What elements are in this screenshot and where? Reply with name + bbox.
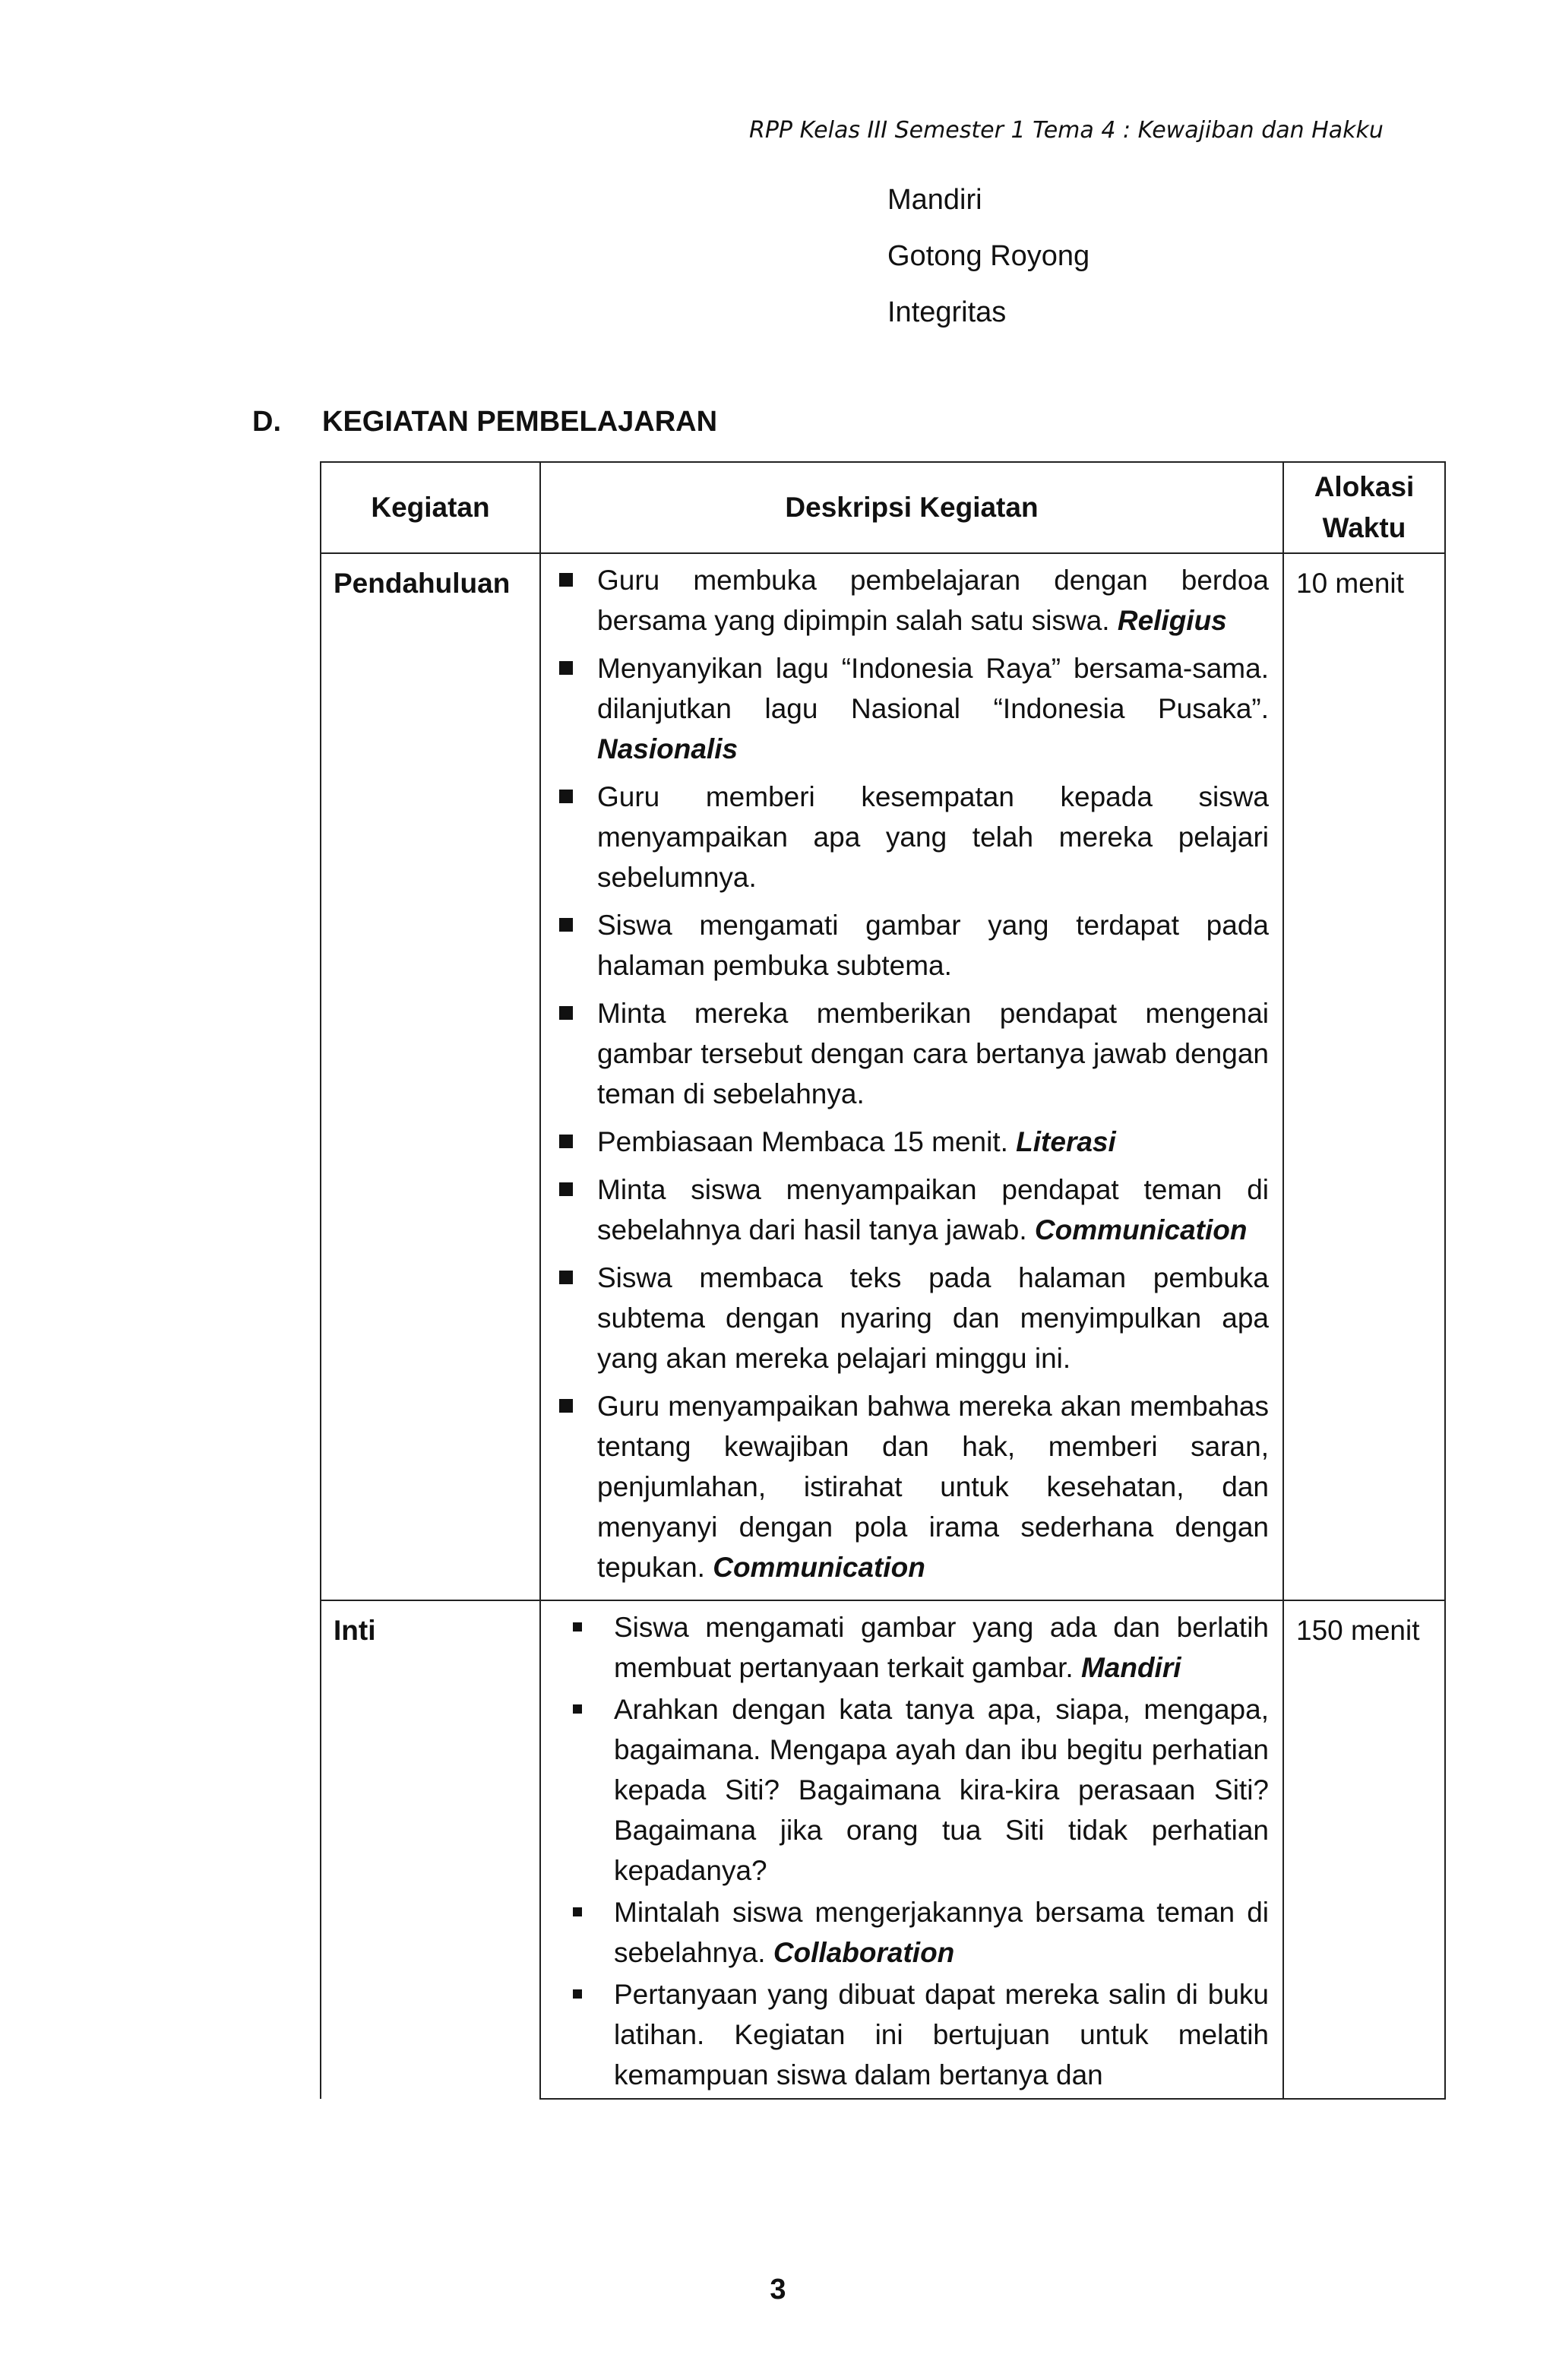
value-item: Mandiri <box>887 184 982 216</box>
activity-text: Minta siswa menyampaikan pendapat teman di sebelahnya dari hasil tanya jawab. <box>597 1174 1269 1245</box>
activity-text: Guru menyampaikan bahwa mereka akan membahas tentang kewajiban dan hak, memberi saran, penjumlahan, istirahat untuk kesehatan, dan menyanyi dengan pola irama sederhana dengan tepukan. <box>597 1391 1269 1583</box>
activity-item <box>550 648 1269 769</box>
waktu-cell: 150 menit <box>1283 1600 1445 2099</box>
deskripsi-cell <box>540 1600 1283 2099</box>
activity-list <box>550 1607 1269 2094</box>
square-bullet-icon <box>573 1704 582 1714</box>
activity-item <box>550 1122 1269 1162</box>
waktu-cell: 10 menit <box>1283 553 1445 1600</box>
square-bullet-icon <box>559 1182 573 1196</box>
activity-text: Siswa mengamati gambar yang ada dan berlatih membuat pertanyaan terkait gambar. <box>614 1612 1269 1683</box>
activity-item <box>550 1974 1269 2094</box>
activity-item <box>550 1386 1269 1587</box>
deskripsi-cell <box>540 553 1283 1600</box>
activity-item <box>550 777 1269 897</box>
character-value-tag: Nasionalis <box>597 733 738 764</box>
activity-text: Guru membuka pembelajaran dengan berdoa bersama yang dipimpin salah satu siswa. <box>597 565 1269 636</box>
activity-text: Menyanyikan lagu “Indonesia Raya” bersama-sama. dilanjutkan lagu Nasional “Indonesia Pusaka”. <box>597 653 1269 724</box>
activity-item <box>550 905 1269 986</box>
activity-item <box>550 1169 1269 1250</box>
square-bullet-icon <box>559 790 573 803</box>
square-bullet-icon <box>559 1006 573 1020</box>
activity-item <box>550 1892 1269 1973</box>
learning-activities-table <box>320 461 1446 2100</box>
activity-text: Guru memberi kesempatan kepada siswa menyampaikan apa yang telah mereka pelajari sebelumnya. <box>597 781 1269 893</box>
square-bullet-icon <box>559 573 573 587</box>
activity-item <box>550 560 1269 641</box>
page-number: 3 <box>770 2274 786 2306</box>
character-value-tag: Communication <box>1034 1214 1248 1245</box>
activity-text: Pertanyaan yang dibuat dapat mereka salin di buku latihan. Kegiatan ini bertujuan untuk melatih kemampuan siswa dalam bertanya dan <box>614 1979 1269 2090</box>
activity-text: Minta mereka memberikan pendapat mengenai gambar tersebut dengan cara bertanya jawab dengan teman di sebelahnya. <box>597 998 1269 1109</box>
section-title: KEGIATAN PEMBELAJARAN <box>322 406 718 438</box>
character-values-list <box>887 179 1090 348</box>
table-row <box>321 1600 1445 2099</box>
square-bullet-icon <box>573 1989 582 1999</box>
square-bullet-icon <box>559 1135 573 1148</box>
section-heading <box>252 406 717 438</box>
header-deskripsi: Deskripsi Kegiatan <box>540 462 1283 553</box>
activity-item <box>550 1607 1269 1688</box>
activity-text: Pembiasaan Membaca 15 menit. <box>597 1126 1017 1157</box>
square-bullet-icon <box>559 661 573 675</box>
activity-item <box>550 993 1269 1114</box>
kegiatan-cell: Inti <box>321 1600 540 2099</box>
header-kegiatan: Kegiatan <box>321 462 540 553</box>
activity-text: Arahkan dengan kata tanya apa, siapa, mengapa, bagaimana. Mengapa ayah dan ibu begitu perhatian kepada Siti? Bagaimana kira-kira perasaan Siti? Bagaimana jika orang tua Siti tidak perhatian kepadanya? <box>614 1694 1269 1886</box>
square-bullet-icon <box>559 1399 573 1413</box>
value-item: Integritas <box>887 296 1007 328</box>
activity-text: Mintalah siswa mengerjakannya bersama teman di sebelahnya. <box>614 1897 1269 1968</box>
character-value-tag: Collaboration <box>773 1937 955 1968</box>
section-number: D. <box>252 406 281 438</box>
character-value-tag: Communication <box>713 1552 925 1583</box>
activity-text: Siswa mengamati gambar yang terdapat pada halaman pembuka subtema. <box>597 910 1269 981</box>
running-header: RPP Kelas III Semester 1 Tema 4 : Kewajiban dan Hakku <box>749 117 1384 144</box>
square-bullet-icon <box>573 1907 582 1916</box>
square-bullet-icon <box>559 918 573 932</box>
table-header-row <box>321 462 1445 553</box>
square-bullet-icon <box>573 1622 582 1632</box>
kegiatan-cell: Pendahuluan <box>321 553 540 1600</box>
square-bullet-icon <box>559 1271 573 1284</box>
value-item: Gotong Royong <box>887 240 1090 272</box>
character-value-tag: Literasi <box>1016 1126 1116 1157</box>
table-row <box>321 553 1445 1600</box>
activity-text: Siswa membaca teks pada halaman pembuka subtema dengan nyaring dan menyimpulkan apa yang akan mereka pelajari minggu ini. <box>597 1262 1269 1374</box>
activity-list <box>550 560 1269 1587</box>
header-alokasi: Alokasi Waktu <box>1283 462 1445 553</box>
activity-item <box>550 1258 1269 1378</box>
character-value-tag: Religius <box>1117 605 1227 636</box>
activity-item <box>550 1689 1269 1891</box>
character-value-tag: Mandiri <box>1080 1652 1181 1683</box>
